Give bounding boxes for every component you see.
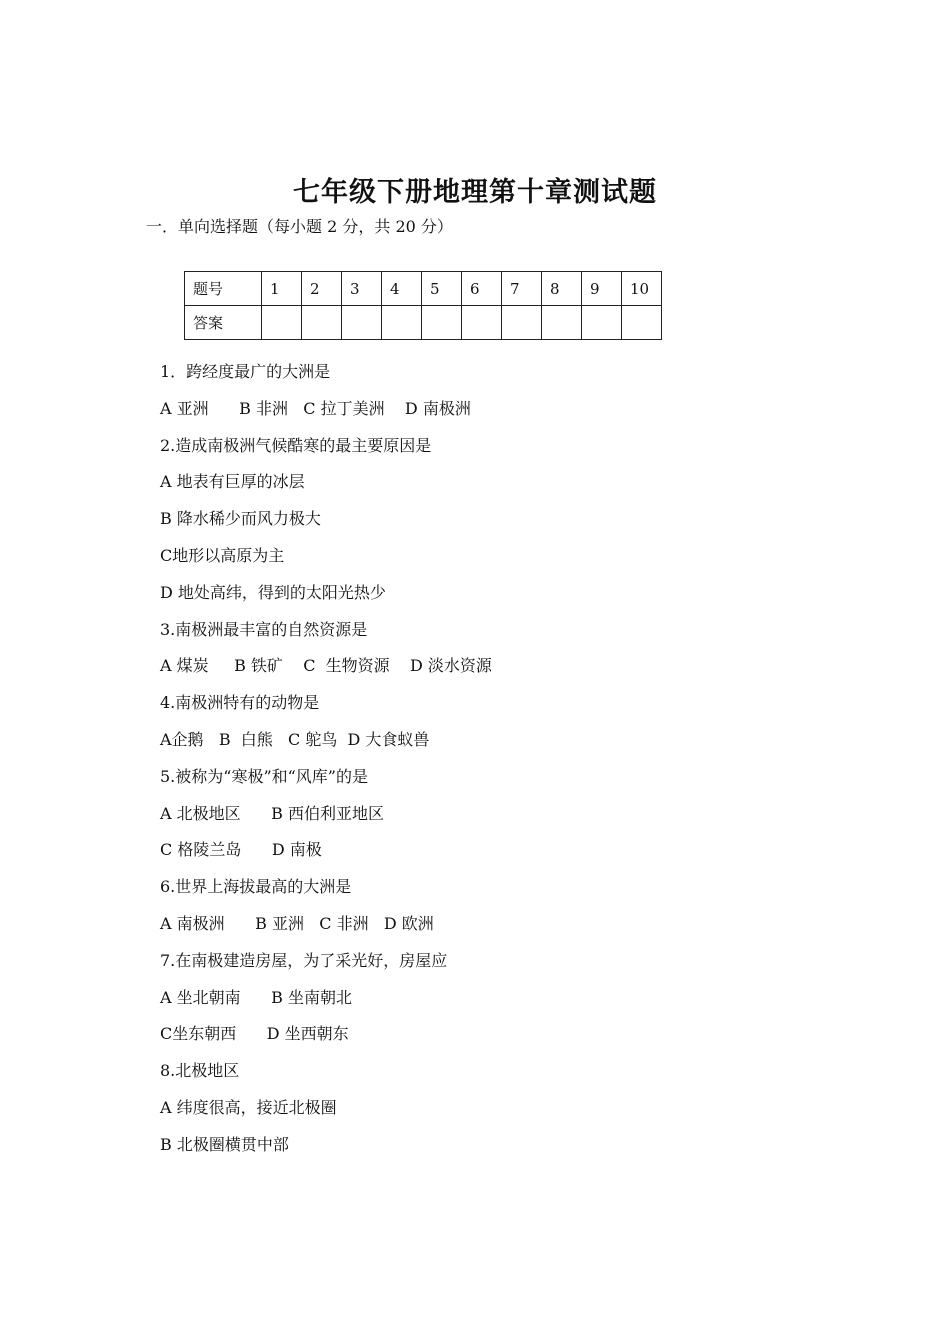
answer-cell[interactable] (622, 306, 662, 340)
question-8-option-b: B 北极圈横贯中部 (160, 1134, 289, 1154)
question-2-option-a: A 地表有巨厚的冰层 (160, 472, 305, 492)
question-4-stem: 4.南极洲特有的动物是 (160, 693, 320, 713)
answer-cell[interactable] (462, 306, 502, 340)
answer-table (184, 271, 662, 340)
question-number-cell: 6 (462, 272, 502, 306)
question-7-stem: 7.在南极建造房屋，为了采光好，房屋应 (160, 950, 448, 970)
answer-cell[interactable] (582, 306, 622, 340)
row-label-answer: 答案 (185, 306, 262, 340)
question-2-option-c: C地形以高原为主 (160, 545, 285, 565)
question-number-cell: 1 (262, 272, 302, 306)
answer-cell[interactable] (382, 306, 422, 340)
question-list (160, 361, 492, 1171)
question-3-options: A 煤炭 B 铁矿 C 生物资源 D 淡水资源 (160, 656, 492, 676)
question-2-stem: 2.造成南极洲气候酷寒的最主要原因是 (160, 435, 432, 455)
number-row (185, 272, 662, 306)
question-number-cell: 10 (622, 272, 662, 306)
question-number-cell: 2 (302, 272, 342, 306)
question-7-options-ab: A 坐北朝南 B 坐南朝北 (160, 987, 353, 1007)
question-number-cell: 9 (582, 272, 622, 306)
question-2-option-d: D 地处高纬，得到的太阳光热少 (160, 582, 386, 602)
question-6-options: A 南极洲 B 亚洲 C 非洲 D 欧洲 (160, 913, 434, 933)
answer-cell[interactable] (302, 306, 342, 340)
question-4-options: A企鹅 B 白熊 C 鸵鸟 D 大食蚁兽 (160, 729, 430, 749)
answer-cell[interactable] (542, 306, 582, 340)
answer-cell[interactable] (262, 306, 302, 340)
section-heading: 一．单向选择题（每小题 2 分，共 20 分） (146, 217, 453, 236)
question-5-options-ab: A 北极地区 B 西伯利亚地区 (160, 803, 385, 823)
question-1-stem: 1．跨经度最广的大洲是 (160, 362, 331, 381)
question-2-option-b: B 降水稀少而风力极大 (160, 509, 321, 529)
question-1-options: A 亚洲 B 非洲 C 拉丁美洲 D 南极洲 (160, 398, 471, 418)
answer-cell[interactable] (422, 306, 462, 340)
question-number-cell: 5 (422, 272, 462, 306)
row-label-number: 题号 (185, 272, 262, 306)
question-number-cell: 8 (542, 272, 582, 306)
question-number-cell: 7 (502, 272, 542, 306)
answer-cell[interactable] (342, 306, 382, 340)
question-3-stem: 3.南极洲最丰富的自然资源是 (160, 619, 368, 639)
answer-cell[interactable] (502, 306, 542, 340)
question-7-options-cd: C坐东朝西 D 坐西朝东 (160, 1024, 349, 1044)
question-8-stem: 8.北极地区 (160, 1061, 240, 1081)
document-title: 七年级下册地理第十章测试题 (293, 177, 657, 208)
question-number-cell: 3 (342, 272, 382, 306)
question-5-options-cd: C 格陵兰岛 D 南极 (160, 840, 322, 860)
question-number-cell: 4 (382, 272, 422, 306)
question-6-stem: 6.世界上海拔最高的大洲是 (160, 877, 352, 897)
answer-row (185, 306, 662, 340)
question-5-stem: 5.被称为“寒极”和“风库”的是 (160, 766, 368, 786)
question-8-option-a: A 纬度很高，接近北极圈 (160, 1097, 337, 1117)
